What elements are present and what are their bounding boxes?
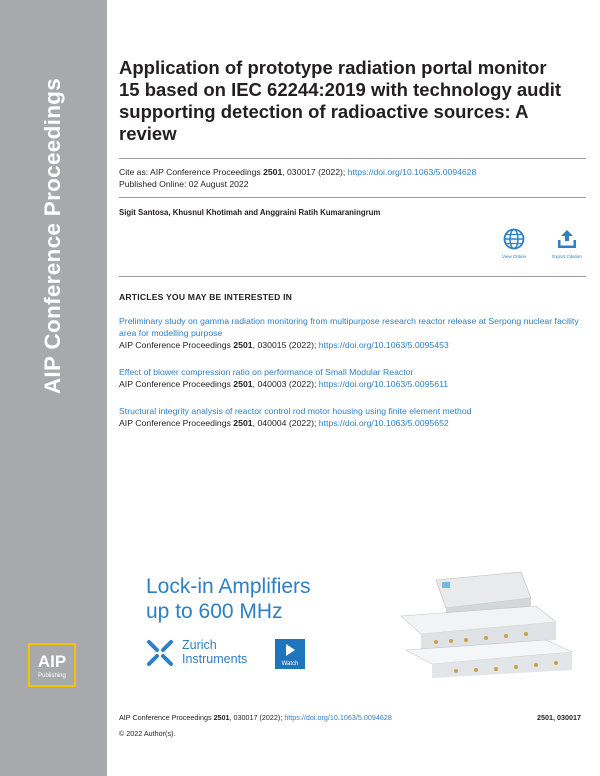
ad-headline-line1: Lock-in Amplifiers xyxy=(146,575,311,598)
author-list: Sigit Santosa, Khusnul Khotimah and Anggraini Ratih Kumaraningrum xyxy=(119,208,381,217)
cite-as-line xyxy=(119,167,476,178)
divider xyxy=(119,158,586,159)
related-article xyxy=(119,405,589,429)
cite-label: Cite as: AIP Conference Proceedings xyxy=(119,167,264,177)
export-citation-label: Export Citation xyxy=(552,254,582,259)
footer-doi-link[interactable]: https://doi.org/10.1063/5.0094628 xyxy=(284,713,392,722)
related-article-doi-link[interactable]: https://doi.org/10.1063/5.0095652 xyxy=(318,418,449,428)
ad-headline xyxy=(146,574,311,624)
related-article-citation: AIP Conference Proceedings 2501, 040003 (2022); https://doi.org/10.1063/5.0095611 xyxy=(119,379,449,389)
ad-watch-button[interactable] xyxy=(275,639,305,669)
globe-icon xyxy=(503,228,525,250)
related-article-doi-link[interactable]: https://doi.org/10.1063/5.0095611 xyxy=(318,379,449,389)
paper-title: Application of prototype radiation portal monitor 15 based on IEC 62244:2019 with technology audit supporting detection of radioactive sources: A review xyxy=(119,57,562,144)
divider xyxy=(119,276,586,277)
logo-sub-text: Publishing xyxy=(38,673,66,679)
copyright-notice: © 2022 Author(s). xyxy=(119,729,176,738)
ad-brand-line2: Instruments xyxy=(182,652,248,666)
view-online-button[interactable] xyxy=(492,228,536,259)
journal-sidebar xyxy=(0,0,107,776)
divider xyxy=(119,197,586,198)
related-article-title-link[interactable]: Structural integrity analysis of reactor control rod motor housing using finite element method xyxy=(119,406,472,416)
related-article xyxy=(119,315,589,351)
related-article-doi-link[interactable]: https://doi.org/10.1063/5.0095453 xyxy=(318,340,449,350)
related-article-title-link[interactable]: Preliminary study on gamma radiation monitoring from multipurpose research reactor release at Serpong nuclear facility area for modelling purpose xyxy=(119,316,579,338)
aip-publishing-logo[interactable] xyxy=(28,643,76,687)
advertisement-banner[interactable] xyxy=(146,570,576,680)
ad-brand-line1: Zurich xyxy=(182,638,217,652)
paper-doi-link[interactable]: https://doi.org/10.1063/5.0094628 xyxy=(347,167,477,177)
view-online-label: View Online xyxy=(502,254,526,259)
cite-volume: 2501 xyxy=(263,167,283,177)
related-article xyxy=(119,366,589,390)
related-article-citation: AIP Conference Proceedings 2501, 040004 (2022); https://doi.org/10.1063/5.0095652 xyxy=(119,418,449,428)
related-article-citation: AIP Conference Proceedings 2501, 030015 (2022); https://doi.org/10.1063/5.0095453 xyxy=(119,340,449,350)
logo-main-text: AIP xyxy=(37,652,67,671)
journal-name: AIP Conference Proceedings xyxy=(40,77,65,395)
zurich-instruments-logo-icon xyxy=(146,639,174,667)
published-date: Published Online: 02 August 2022 xyxy=(119,179,249,189)
lock-in-amplifier-product-image xyxy=(396,570,576,678)
ad-headline-line2: up to 600 MHz xyxy=(146,600,283,623)
play-icon xyxy=(275,639,305,661)
cite-rest: , 030017 (2022); xyxy=(282,167,348,177)
export-citation-icon xyxy=(556,228,578,250)
footer-page-id: 2501, 030017 xyxy=(537,713,581,722)
related-articles-heading: ARTICLES YOU MAY BE INTERESTED IN xyxy=(119,292,293,302)
export-citation-button[interactable] xyxy=(545,228,589,259)
ad-watch-label: Watch xyxy=(281,661,299,667)
related-article-title-link[interactable]: Effect of blower compression ratio on performance of Small Modular Reactor xyxy=(119,367,414,377)
footer-citation: AIP Conference Proceedings 2501, 030017 (2022); https://doi.org/10.1063/5.0094628 xyxy=(119,713,392,722)
ad-brand-name xyxy=(182,638,247,666)
